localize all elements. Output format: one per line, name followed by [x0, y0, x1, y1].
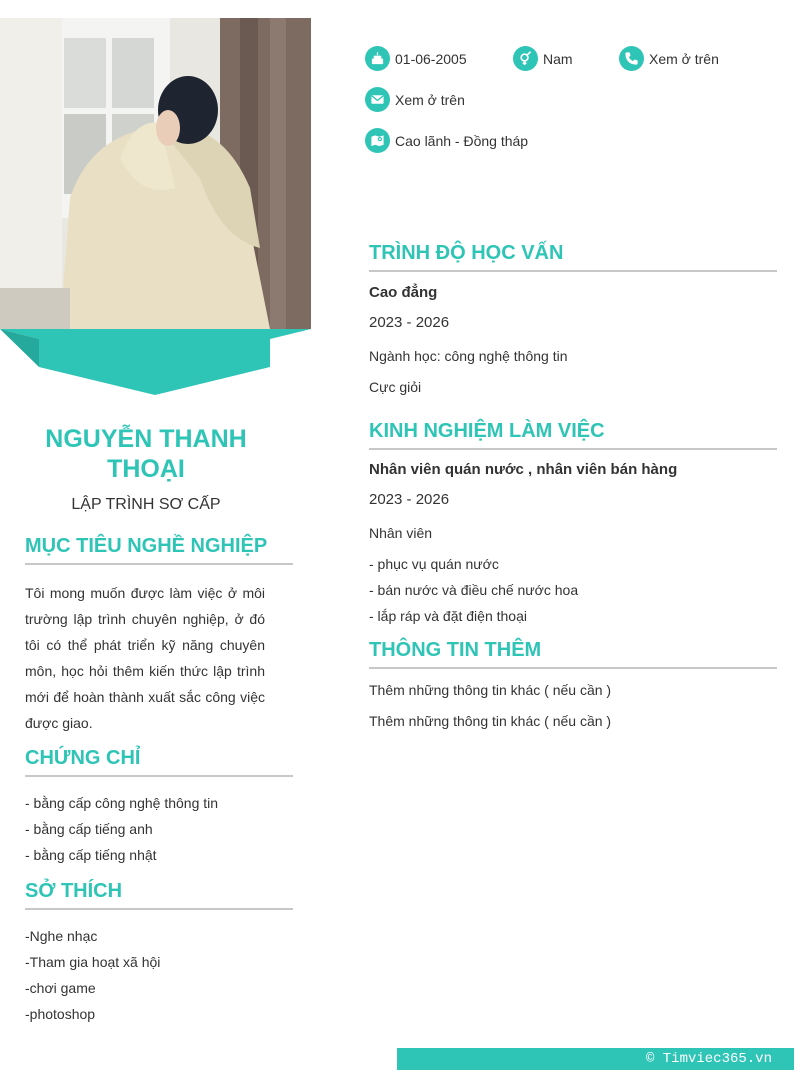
address-value: Cao lãnh - Đồng tháp: [395, 132, 529, 149]
certificates-list: [25, 790, 218, 868]
phone-value: Xem ở trên: [649, 50, 719, 67]
education-major: Ngành học: công nghệ thông tin: [369, 348, 568, 364]
list-item: - bằng cấp tiếng nhật: [25, 847, 157, 863]
experience-role: Nhân viên: [369, 525, 433, 541]
list-item: - bằng cấp công nghệ thông tin: [25, 795, 219, 811]
candidate-name: NGUYỄN THANH THOẠI: [45, 425, 247, 483]
photo-ribbon: [0, 329, 311, 395]
cake-icon: [365, 46, 390, 71]
list-item: - bằng cấp tiếng anh: [25, 821, 153, 837]
list-item: Thêm những thông tin khác ( nếu cần ): [369, 682, 612, 698]
list-item: - phục vụ quán nước: [369, 556, 499, 572]
experience-job-title: Nhân viên quán nước , nhân viên bán hàng: [369, 461, 678, 478]
hobbies-title: SỞ THÍCH: [25, 879, 293, 910]
map-pin-icon: [365, 128, 390, 153]
list-item: -photoshop: [25, 1006, 96, 1022]
gender-icon: [513, 46, 538, 71]
candidate-position: LẬP TRÌNH SƠ CẤP: [71, 496, 221, 513]
contact-gender: [513, 46, 573, 71]
education-school: Cao đẳng: [369, 284, 438, 301]
list-item: -Nghe nhạc: [25, 928, 98, 944]
footer-watermark: © Timviec365.vn: [397, 1048, 794, 1070]
additional-title: THÔNG TIN THÊM: [369, 638, 777, 669]
education-years: 2023 - 2026: [369, 314, 450, 331]
hobbies-list: [25, 923, 160, 1027]
certificates-title: CHỨNG CHỈ: [25, 746, 293, 777]
list-item: Thêm những thông tin khác ( nếu cần ): [369, 713, 612, 729]
list-item: - lắp ráp và đặt điện thoại: [369, 608, 527, 624]
contact-birthday: [365, 46, 467, 71]
gender-value: Nam: [543, 50, 573, 67]
contact-email: [365, 87, 465, 112]
list-item: -chơi game: [25, 980, 96, 996]
list-item: - bán nước và điều chế nước hoa: [369, 582, 579, 598]
experience-years: 2023 - 2026: [369, 491, 450, 508]
phone-icon: [619, 46, 644, 71]
profile-photo: [0, 18, 311, 329]
objective-title: MỤC TIÊU NGHỀ NGHIỆP: [25, 534, 293, 565]
mail-icon: [365, 87, 390, 112]
birthday-value: 01-06-2005: [395, 50, 467, 67]
email-value: Xem ở trên: [395, 91, 465, 108]
objective-text: Tôi mong muốn được làm việc ở môi trường lập trình chuyên nghiệp, ở đó tôi có thể phát triển kỹ năng chuyên môn, học hỏi thêm kiến thức lập trình mới để hoàn thành xuất sắc công việc được giao.: [25, 585, 265, 731]
list-item: -Tham gia hoạt xã hội: [25, 954, 161, 970]
education-title: TRÌNH ĐỘ HỌC VẤN: [369, 241, 777, 272]
experience-title: KINH NGHIỆM LÀM VIỆC: [369, 419, 777, 450]
education-grade: Cực giỏi: [369, 379, 422, 395]
contact-phone: [619, 46, 719, 71]
contact-address: [365, 128, 528, 153]
